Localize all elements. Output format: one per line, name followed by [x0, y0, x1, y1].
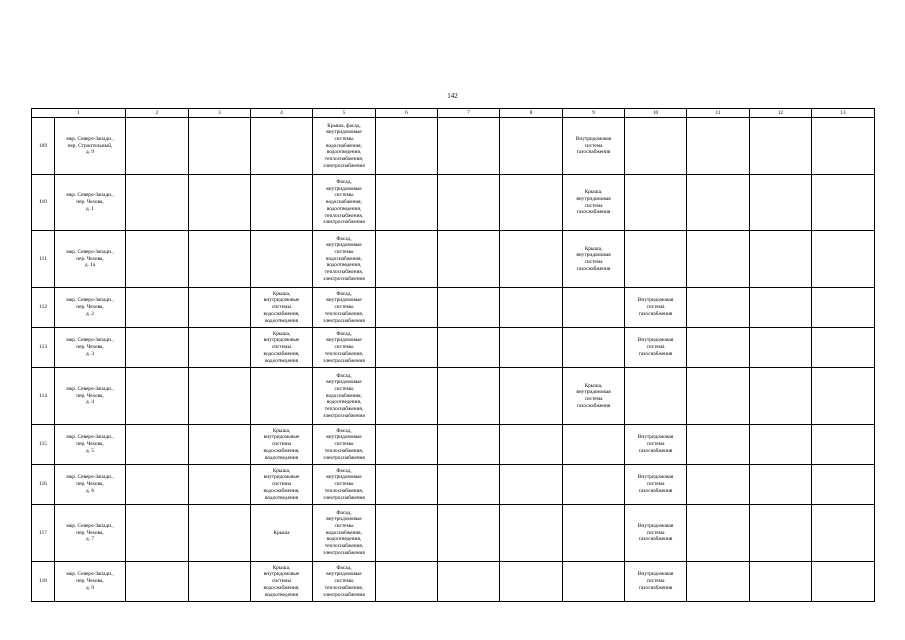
address-cell: мкр. Северо-Западн., пер. Чехова, д. 6: [55, 465, 126, 505]
table-cell-col-3: [189, 368, 251, 425]
table-cell-col-13: [812, 465, 875, 505]
row-number: 109: [32, 118, 55, 175]
table-cell-col-3: [189, 328, 251, 368]
table-cell-col-12: [750, 118, 812, 175]
table-cell-col-11: [687, 231, 750, 288]
table-cell-col-12: [750, 288, 812, 328]
table-cell-col-13: [812, 118, 875, 175]
table-cell-col-3: [189, 505, 251, 562]
table-cell-col-12: [750, 425, 812, 465]
table-cell-col-5: Фасад, внутридомовые системы теплоснабжения, электроснабжения: [313, 465, 376, 505]
table-cell-col-9: [563, 328, 625, 368]
table-row: [32, 288, 875, 328]
table-cell-col-9: [563, 562, 625, 602]
page-number: 142: [447, 92, 458, 100]
table-cell-col-8: [500, 425, 563, 465]
table-cell-col-8: [500, 368, 563, 425]
table-cell-col-12: [750, 368, 812, 425]
table-cell-col-12: [750, 328, 812, 368]
table-cell-col-7: [438, 175, 500, 231]
address-cell: мкр. Северо-Западн., пер. Чехова, д. 9: [55, 562, 126, 602]
table-cell-col-3: [189, 425, 251, 465]
table-cell-col-5: Фасад, внутридомовые системы водоснабжения, водоотведения, теплоснабжения, электроснабжения: [313, 505, 376, 562]
table-cell-col-4: Крыша, внутридомовые системы водоснабжения, водоотведения: [251, 562, 313, 602]
address-cell: мкр. Северо-Западн., пер. Строительный, д. 9: [55, 118, 126, 175]
row-number: 111: [32, 231, 55, 288]
table-cell-col-10: [625, 368, 687, 425]
table-cell-col-7: [438, 288, 500, 328]
table-row: [32, 118, 875, 175]
table-cell-col-13: [812, 175, 875, 231]
table-cell-col-9: Крыша, внутридомовая система газоснабжения: [563, 368, 625, 425]
table-cell-col-5: Фасад, внутридомовые системы теплоснабжения, электроснабжения: [313, 562, 376, 602]
address-cell: мкр. Северо-Западн., пер. Чехова, д. 7: [55, 505, 126, 562]
address-cell: мкр. Северо-Западн., пер. Чехова, д. 4: [55, 368, 126, 425]
column-header-3: 3: [189, 109, 251, 118]
table-cell-col-12: [750, 562, 812, 602]
table-cell-col-6: [376, 175, 438, 231]
table-cell-col-11: [687, 465, 750, 505]
table-row: [32, 465, 875, 505]
repair-schedule-table: [31, 108, 875, 602]
column-header-11: 11: [687, 109, 750, 118]
table-cell-col-4: Крыша, внутридомовые системы водоснабжения, водоотведения: [251, 328, 313, 368]
table-cell-col-6: [376, 562, 438, 602]
table-cell-col-2: [126, 328, 189, 368]
table-cell-col-2: [126, 505, 189, 562]
column-header-2: 2: [126, 109, 189, 118]
table-cell-col-8: [500, 175, 563, 231]
table-cell-col-10: Внутридомовая система газоснабжения: [625, 288, 687, 328]
column-header-4: 4: [251, 109, 313, 118]
table-cell-col-10: Внутридомовая система газоснабжения: [625, 505, 687, 562]
table-cell-col-9: [563, 425, 625, 465]
table-cell-col-5: Крыша, фасад, внутридомовые системы водоснабжения, водоотведения, теплоснабжения, электроснабжения: [313, 118, 376, 175]
table-cell-col-8: [500, 328, 563, 368]
table-cell-col-12: [750, 231, 812, 288]
table-cell-col-10: Внутридомовая система газоснабжения: [625, 562, 687, 602]
table-row: [32, 175, 875, 231]
address-cell: мкр. Северо-Западн., пер. Чехова, д. 3: [55, 328, 126, 368]
table-cell-col-11: [687, 175, 750, 231]
table-cell-col-4: [251, 231, 313, 288]
table-cell-col-13: [812, 368, 875, 425]
table-cell-col-5: Фасад, внутридомовые системы теплоснабжения, электроснабжения: [313, 288, 376, 328]
table-cell-col-6: [376, 368, 438, 425]
table-cell-col-6: [376, 118, 438, 175]
table-cell-col-4: Крыша, внутридомовые системы водоснабжения, водоотведения: [251, 288, 313, 328]
table-cell-col-4: [251, 175, 313, 231]
table-cell-col-9: [563, 288, 625, 328]
table-cell-col-13: [812, 328, 875, 368]
table-cell-col-10: [625, 118, 687, 175]
table-cell-col-6: [376, 288, 438, 328]
table-cell-col-13: [812, 562, 875, 602]
table-cell-col-2: [126, 118, 189, 175]
table-cell-col-11: [687, 425, 750, 465]
table-cell-col-7: [438, 505, 500, 562]
table-cell-col-13: [812, 288, 875, 328]
table-cell-col-8: [500, 562, 563, 602]
table-cell-col-2: [126, 368, 189, 425]
table-cell-col-6: [376, 231, 438, 288]
column-number-row: [32, 109, 875, 118]
row-number: 117: [32, 505, 55, 562]
table-cell-col-2: [126, 562, 189, 602]
table-row: [32, 425, 875, 465]
address-cell: мкр. Северо-Западн., пер. Чехова, д. 5: [55, 425, 126, 465]
table-cell-col-7: [438, 368, 500, 425]
table-cell-col-13: [812, 505, 875, 562]
table-cell-col-2: [126, 425, 189, 465]
table-cell-col-12: [750, 465, 812, 505]
table-cell-col-11: [687, 288, 750, 328]
table-cell-col-9: [563, 505, 625, 562]
table-cell-col-5: Фасад, внутридомовые системы водоснабжения, водоотведения, теплоснабжения, электроснабжения: [313, 175, 376, 231]
table-cell-col-10: Внутридомовая система газоснабжения: [625, 425, 687, 465]
column-header-13: 13: [812, 109, 875, 118]
column-header-1: 1: [32, 109, 126, 118]
table-cell-col-6: [376, 465, 438, 505]
table-cell-col-5: Фасад, внутридомовые системы водоснабжения, водоотведения, теплоснабжения, электроснабжения: [313, 368, 376, 425]
table-cell-col-4: Крыша, внутридомовые системы водоснабжения, водоотведения: [251, 465, 313, 505]
row-number: 116: [32, 465, 55, 505]
table-cell-col-4: [251, 368, 313, 425]
table-cell-col-8: [500, 231, 563, 288]
table-cell-col-2: [126, 288, 189, 328]
table-cell-col-8: [500, 465, 563, 505]
table-cell-col-8: [500, 505, 563, 562]
table-cell-col-9: Крыша, внутридомовая система газоснабжения: [563, 175, 625, 231]
table-cell-col-6: [376, 505, 438, 562]
address-cell: мкр. Северо-Западн., пер. Чехова, д. 1а: [55, 231, 126, 288]
table-cell-col-7: [438, 118, 500, 175]
column-header-6: 6: [376, 109, 438, 118]
address-cell: мкр. Северо-Западн., пер. Чехова, д. 2: [55, 288, 126, 328]
table-cell-col-12: [750, 175, 812, 231]
table-row: [32, 328, 875, 368]
table-cell-col-5: Фасад, внутридомовые системы водоснабжения, водоотведения, теплоснабжения, электроснабжения: [313, 231, 376, 288]
table-cell-col-4: Крыша, внутридомовые системы водоснабжения, водоотведения: [251, 425, 313, 465]
table-cell-col-11: [687, 328, 750, 368]
table-row: [32, 368, 875, 425]
table-cell-col-8: [500, 118, 563, 175]
table-cell-col-6: [376, 328, 438, 368]
column-header-12: 12: [750, 109, 812, 118]
row-number: 112: [32, 288, 55, 328]
row-number: 118: [32, 562, 55, 602]
table-cell-col-3: [189, 118, 251, 175]
table-cell-col-10: Внутридомовая система газоснабжения: [625, 465, 687, 505]
table-cell-col-13: [812, 231, 875, 288]
table-cell-col-7: [438, 328, 500, 368]
table-cell-col-10: [625, 175, 687, 231]
table-cell-col-11: [687, 562, 750, 602]
row-number: 114: [32, 368, 55, 425]
column-header-7: 7: [438, 109, 500, 118]
table-cell-col-12: [750, 505, 812, 562]
table-cell-col-2: [126, 231, 189, 288]
column-header-9: 9: [563, 109, 625, 118]
table-cell-col-7: [438, 562, 500, 602]
table-cell-col-11: [687, 368, 750, 425]
row-number: 110: [32, 175, 55, 231]
table-cell-col-10: [625, 231, 687, 288]
table-cell-col-4: Крыша: [251, 505, 313, 562]
table-cell-col-10: Внутридомовая система газоснабжения: [625, 328, 687, 368]
table-row: [32, 562, 875, 602]
table-cell-col-3: [189, 231, 251, 288]
table-cell-col-13: [812, 425, 875, 465]
table-cell-col-5: Фасад, внутридомовые системы теплоснабжения, электроснабжения: [313, 328, 376, 368]
table-cell-col-6: [376, 425, 438, 465]
address-cell: мкр. Северо-Западн., пер. Чехова, д. 1: [55, 175, 126, 231]
table-cell-col-9: Крыша, внутридомовая система газоснабжения: [563, 231, 625, 288]
row-number: 113: [32, 328, 55, 368]
table-cell-col-9: [563, 465, 625, 505]
table-cell-col-4: [251, 118, 313, 175]
column-header-10: 10: [625, 109, 687, 118]
table-cell-col-2: [126, 465, 189, 505]
table-cell-col-11: [687, 118, 750, 175]
table-cell-col-7: [438, 231, 500, 288]
table-row: [32, 505, 875, 562]
table-cell-col-7: [438, 425, 500, 465]
table-cell-col-3: [189, 288, 251, 328]
table-cell-col-5: Фасад, внутридомовые системы теплоснабжения, электроснабжения: [313, 425, 376, 465]
table-cell-col-3: [189, 465, 251, 505]
table-cell-col-8: [500, 288, 563, 328]
column-header-5: 5: [313, 109, 376, 118]
table-cell-col-9: Внутридомовая система газоснабжения: [563, 118, 625, 175]
table-cell-col-7: [438, 465, 500, 505]
table-cell-col-11: [687, 505, 750, 562]
table-row: [32, 231, 875, 288]
column-header-8: 8: [500, 109, 563, 118]
table-cell-col-3: [189, 175, 251, 231]
table-cell-col-3: [189, 562, 251, 602]
table-cell-col-2: [126, 175, 189, 231]
row-number: 115: [32, 425, 55, 465]
